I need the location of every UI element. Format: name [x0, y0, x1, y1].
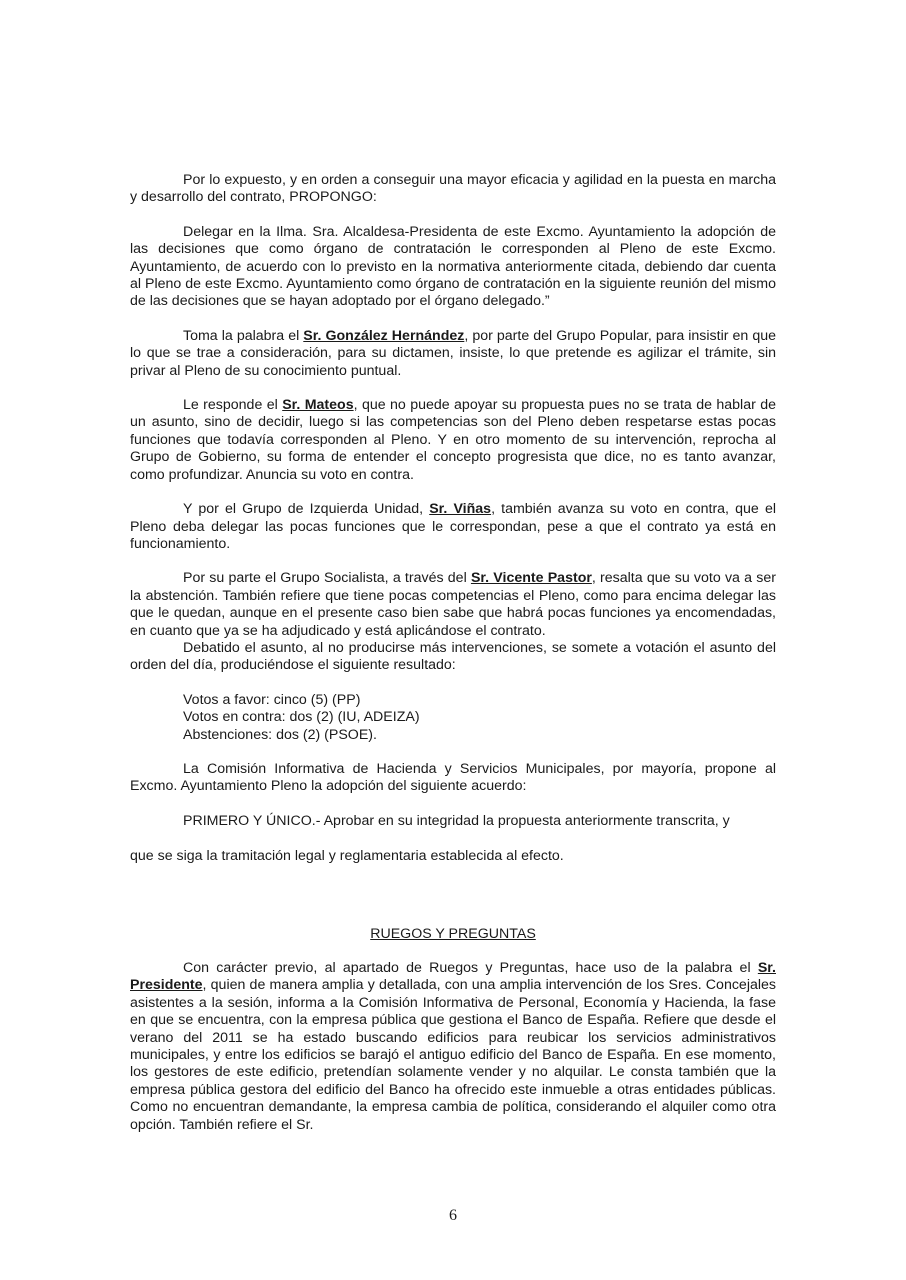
text: , también avanza su voto en contra, que el Pleno deba delegar las pocas funciones que le correspondan, pese a que el contrato ya está en funcionamiento. [130, 501, 776, 552]
speaker-name: Sr. Presidente [130, 959, 776, 994]
paragraph-vinas [130, 501, 776, 553]
paragraph-presidente [130, 960, 776, 1134]
paragraph-gonzalez [130, 328, 776, 380]
paragraph-delegar: Delegar en la Ilma. Sra. Alcaldesa-Presidenta de este Excmo. Ayuntamiento la adopción de las decisiones que como órgano de contratación le corresponden al Pleno de este Excmo. Ayuntamiento, de acuerdo con lo previsto en la normativa anteriormente citada, debiendo dar cuenta al Pleno de este Excmo. Ayuntamiento como órgano de contratación en la siguiente reunión del mismo de las decisiones que se hayan adoptado por el órgano delegado.” [130, 223, 776, 310]
page-number: 6 [449, 1207, 457, 1224]
speaker-name: Sr. Mateos [282, 397, 354, 414]
document-body [130, 172, 776, 1151]
speaker-name: Sr. Vicente Pastor [470, 570, 592, 587]
paragraph-mateos [130, 397, 776, 484]
text: Y por el Grupo de Izquierda Unidad, [183, 501, 430, 518]
paragraph-debatido: Debatido el asunto, al no producirse más intervenciones, se somete a votación el asunto del orden del día, produciéndose el siguiente resultado: [130, 639, 776, 674]
vote-results [183, 692, 776, 744]
section-heading: RUEGOS Y PREGUNTAS [370, 925, 536, 942]
abstentions: Abstenciones: dos (2) (PSOE). [183, 726, 377, 743]
text: , quien de manera amplia y detallada, con una amplia intervención de los Sres. Concejales asistentes a la sesión, informa a la Comisión Informativa de Personal, Economía y Hacienda, la fase en que se encuentra, con la empresa pública que gestiona el Banco de España. Refiere que desde el verano del 2011 se ha estado buscando edificios para reubicar los servicios administrativos municipales, y entre los edificios se barajó el antiguo edificio del Banco de España. En ese momento, los gestores de este edificio, pretendían solamente vender y no alquilar. Le consta también que la empresa pública gestora del edificio del Banco ha ofrecido este inmueble a otras entidades públicas. Como no encuentran demandante, la empresa cambia de política, considerando el alquiler como otra opción. También refiere el Sr. [130, 977, 776, 1133]
text: Por su parte el Grupo Socialista, a través del [183, 570, 471, 587]
speaker-name: Sr. González Hernández [303, 327, 465, 344]
paragraph-tramitacion: que se siga la tramitación legal y reglamentaria establecida al efecto. [130, 848, 564, 865]
text: Con carácter previo, al apartado de Ruegos y Preguntas, hace uso de la palabra el [183, 959, 758, 976]
paragraph-propongo: Por lo expuesto, y en orden a conseguir una mayor eficacia y agilidad en la puesta en marcha y desarrollo del contrato, PROPONGO: [130, 172, 776, 206]
text: Toma la palabra el [183, 327, 304, 344]
paragraph-vicente-pastor [130, 570, 776, 640]
text: , resalta que su voto va a ser la abstención. También refiere que tiene pocas competencias el Pleno, como para encima delegar las que le quedan, aunque en el presente caso bien sabe que habrá pocas funciones ya encomendadas, en cuanto que ya se ha adjudicado y está aplicándose el contrato. [130, 570, 776, 639]
text: , que no puede apoyar su propuesta pues no se trata de hablar de un asunto, sino de decidir, luego si las competencias son del Pleno deben respetarse estas pocas funciones que todavía corresponden al Pleno. Y en otro momento de su intervención, reprocha al Grupo de Gobierno, su forma de entender el concepto progresista que dice, no es tanto avanzar, como profundizar. Anuncia su voto en contra. [130, 397, 776, 483]
speaker-name: Sr. Viñas [429, 501, 492, 518]
text: Le responde el [183, 397, 283, 414]
paragraph-primero: PRIMERO Y ÚNICO.- Aprobar en su integridad la propuesta anteriormente transcrita, y [183, 812, 730, 829]
text: , por parte del Grupo Popular, para insistir en que lo que se trae a consideración, para su dictamen, insiste, lo que pretende es agilizar el trámite, sin privar al Pleno de su conocimiento puntual. [130, 327, 777, 379]
paragraph-comision: La Comisión Informativa de Hacienda y Servicios Municipales, por mayoría, propone al Excmo. Ayuntamiento Pleno la adopción del siguiente acuerdo: [130, 760, 776, 795]
votes-against: Votos en contra: dos (2) (IU, ADEIZA) [183, 709, 420, 726]
votes-for: Votos a favor: cinco (5) (PP) [183, 691, 361, 708]
